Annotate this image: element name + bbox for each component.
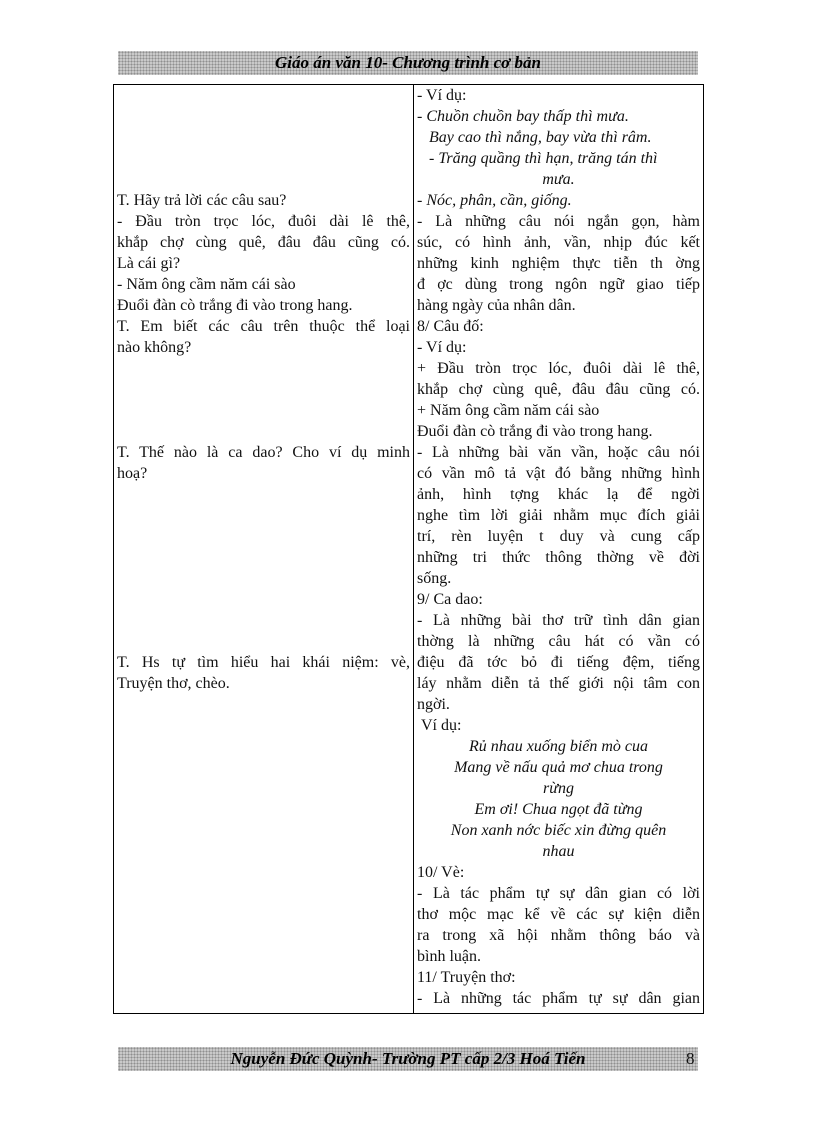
teacher-activity-column	[114, 85, 414, 1014]
definition-line: - Là những câu nói ngắn gọn, hàm	[417, 213, 700, 230]
proverb-line: Bay cao thì nắng, bay vừa thì râm.	[429, 129, 652, 146]
left-line: T. Hs tự tìm hiểu hai khái niệm: vè,	[117, 654, 410, 671]
poem-line: Mang về nấu quả mơ chua trong	[454, 759, 663, 776]
left-line: T. Thế nào là ca dao? Cho ví dụ minh	[117, 444, 410, 461]
riddle-line: + Đầu tròn trọc lóc, đuôi dài lê thê,	[417, 360, 700, 377]
header-title: Giáo án văn 10- Chương trình cơ bản	[274, 53, 541, 72]
definition-line: nghe tìm lời giải nhằm mục đích giải	[417, 507, 700, 524]
definition-line: thơ mộc mạc kể về các sự kiện diễn	[417, 906, 700, 923]
definition-line: ngời.	[417, 696, 450, 713]
definition-line: những tri thức thông thờng về đời	[417, 549, 700, 566]
left-line: T. Em biết các câu trên thuộc thể loại	[117, 318, 410, 335]
poem-line: nhau	[542, 843, 575, 860]
proverb-line: - Trăng quầng thì hạn, trăng tán thì	[429, 150, 658, 167]
example-heading: - Ví dụ:	[417, 87, 467, 104]
footer-text: Nguyễn Đức Quỳnh- Trường PT cấp 2/3 Hoá Tiến	[230, 1049, 586, 1068]
poem-line: Non xanh nớc biếc xin đừng quên	[450, 822, 667, 839]
definition-line: ra trong xã hội nhằm thông báo và	[417, 927, 700, 944]
spacer	[117, 358, 410, 442]
left-line: T. Hãy trả lời các câu sau?	[117, 192, 287, 209]
riddle-line: Đuổi đàn cò trắng đi vào trong hang.	[417, 423, 653, 440]
left-line: - Năm ông cầm năm cái sào	[117, 276, 296, 293]
left-line: nào không?	[117, 339, 192, 356]
content-column	[414, 85, 704, 1014]
definition-line: thờng là những câu hát có vần có	[417, 633, 700, 650]
left-line: hoạ?	[117, 465, 148, 482]
definition-line: hàng ngày của nhân dân.	[417, 297, 576, 314]
definition-line: - Là những bài thơ trữ tình dân gian	[417, 612, 700, 629]
poem-line: Em ơi! Chua ngọt đã từng	[474, 801, 643, 818]
example-heading: - Ví dụ:	[417, 339, 467, 356]
definition-line: - Là những bài văn vần, hoặc câu nói	[417, 444, 700, 461]
section-heading-ve: 10/ Vè:	[417, 864, 465, 881]
left-line: - Đầu tròn trọc lóc, đuôi dài lê thê,	[117, 213, 410, 230]
proverb-line: - Chuồn chuồn bay thấp thì mưa.	[417, 108, 629, 125]
left-line: Truyện thơ, chèo.	[117, 675, 230, 692]
definition-line: đ ợc dùng trong ngôn ngữ giao tiếp	[417, 276, 700, 293]
riddle-line: + Năm ông cầm năm cái sào	[417, 402, 600, 419]
poem-line: rừng	[543, 780, 574, 797]
definition-line: ảnh, hình tợng khác lạ để ngời	[417, 486, 700, 503]
definition-line: súc, có hình ảnh, vần, nhịp đúc kết	[417, 234, 700, 251]
proverb-line: - Nóc, phân, cần, giống.	[417, 192, 572, 209]
definition-line: những kinh nghiệm thực tiễn th ờng	[417, 255, 700, 272]
left-line: Đuổi đàn cò trắng đi vào trong hang.	[117, 297, 353, 314]
spacer	[117, 484, 410, 652]
spacer	[117, 85, 410, 190]
lesson-table	[113, 84, 704, 1014]
section-heading-folk-song: 9/ Ca dao:	[417, 591, 483, 608]
section-heading-riddle: 8/ Câu đố:	[417, 318, 484, 335]
proverb-line: mưa.	[542, 171, 575, 188]
definition-line: có vần mô tả vật đó bằng những hình	[417, 465, 700, 482]
page-number: 8	[686, 1049, 695, 1068]
left-line: Là cái gì?	[117, 255, 181, 272]
footer-banner	[118, 1047, 698, 1071]
riddle-line: khắp chợ cùng quê, đâu đâu cũng có.	[417, 381, 700, 398]
section-heading-verse-tale: 11/ Truyện thơ:	[417, 969, 516, 986]
definition-line: láy nhằm diễn tả thế giới nội tâm con	[417, 675, 700, 692]
definition-line: - Là những tác phẩm tự sự dân gian	[417, 990, 700, 1007]
poem-line: Rủ nhau xuống biển mò cua	[468, 738, 649, 755]
table-row	[114, 85, 704, 1014]
definition-line: sống.	[417, 570, 452, 587]
definition-line: trí, rèn luyện t duy và cung cấp	[417, 528, 700, 545]
definition-line: - Là tác phẩm tự sự dân gian có lời	[417, 885, 700, 902]
definition-line: điệu đã tớc bỏ đi tiếng đệm, tiếng	[417, 654, 700, 671]
example-heading: Ví dụ:	[421, 717, 462, 734]
header-banner	[118, 51, 698, 75]
definition-line: bình luận.	[417, 948, 481, 965]
left-line: khắp chợ cùng quê, đâu đâu cũng có.	[117, 234, 410, 251]
